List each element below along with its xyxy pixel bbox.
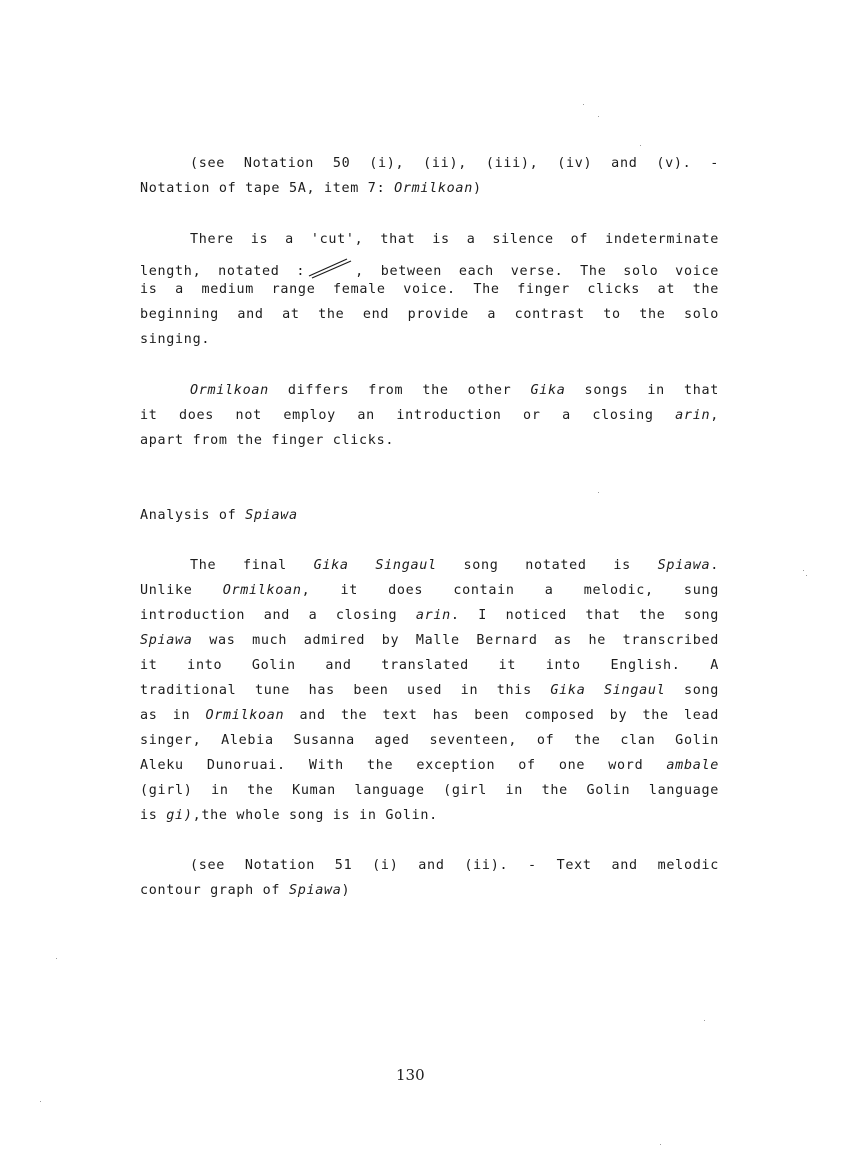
- cut-paragraph-line-3: is a medium range female voice. The finger clicks at the: [140, 282, 719, 297]
- spiawa-paragraph-line-5: it into Golin and translated it into English. A: [140, 658, 719, 673]
- scan-speck: [40, 1101, 41, 1102]
- spiawa-paragraph-line-6: traditional tune has been used in this Gika Singaul song: [140, 683, 719, 698]
- spiawa-paragraph-line-1: The final Gika Singaul song notated is Spiawa.: [190, 558, 720, 573]
- scan-speck: [660, 1144, 661, 1145]
- scan-speck: [704, 1020, 705, 1021]
- spiawa-paragraph-line-11: is gi),the whole song is in Golin.: [140, 808, 438, 823]
- spiawa-paragraph-line-2: Unlike Ormilkoan, it does contain a melodic, sung: [140, 583, 719, 598]
- spiawa-paragraph-line-3: introduction and a closing arin. I noticed that the song: [140, 608, 719, 623]
- cut-paragraph-line-1: There is a 'cut', that is a silence of indeterminate: [190, 232, 719, 247]
- ormilkoan-paragraph-line-1: Ormilkoan differs from the other Gika songs in that: [190, 383, 719, 398]
- cut-paragraph-line-5: singing.: [140, 332, 211, 347]
- scan-speck: [598, 116, 599, 117]
- spiawa-paragraph-line-7: as in Ormilkoan and the text has been composed by the lead: [140, 708, 719, 723]
- scan-speck: [806, 575, 807, 576]
- scan-speck: [640, 145, 641, 146]
- scan-speck: [583, 104, 584, 105]
- cut-paragraph-line-4: beginning and at the end provide a contrast to the solo: [140, 307, 719, 322]
- cut-paragraph-line-2: length, notated : , between each verse. The solo voice: [140, 257, 719, 279]
- section-heading: Analysis of Spiawa: [140, 508, 298, 523]
- page-number: 130: [396, 1066, 425, 1084]
- spiawa-paragraph-line-8: singer, Alebia Susanna aged seventeen, of the clan Golin: [140, 733, 719, 748]
- spiawa-paragraph-line-10: (girl) in the Kuman language (girl in the Golin language: [140, 783, 719, 798]
- ormilkoan-paragraph-line-2: it does not employ an introduction or a closing arin,: [140, 408, 719, 423]
- scan-speck: [803, 570, 804, 571]
- notation-50-line-1: (see Notation 50 (i), (ii), (iii), (iv) and (v). -: [190, 156, 719, 171]
- notation-51-line-1: (see Notation 51 (i) and (ii). - Text and melodic: [190, 858, 719, 873]
- double-slash-cut-symbol: [307, 257, 353, 279]
- ormilkoan-paragraph-line-3: apart from the finger clicks.: [140, 433, 395, 448]
- spiawa-paragraph-line-9: Aleku Dunoruai. With the exception of one word ambale: [140, 758, 719, 773]
- scan-speck: [56, 958, 57, 959]
- notation-51-line-2: contour graph of Spiawa): [140, 883, 351, 898]
- scan-speck: [598, 492, 599, 493]
- notation-50-line-2: Notation of tape 5A, item 7: Ormilkoan): [140, 181, 482, 196]
- spiawa-paragraph-line-4: Spiawa was much admired by Malle Bernard as he transcribed: [140, 633, 719, 648]
